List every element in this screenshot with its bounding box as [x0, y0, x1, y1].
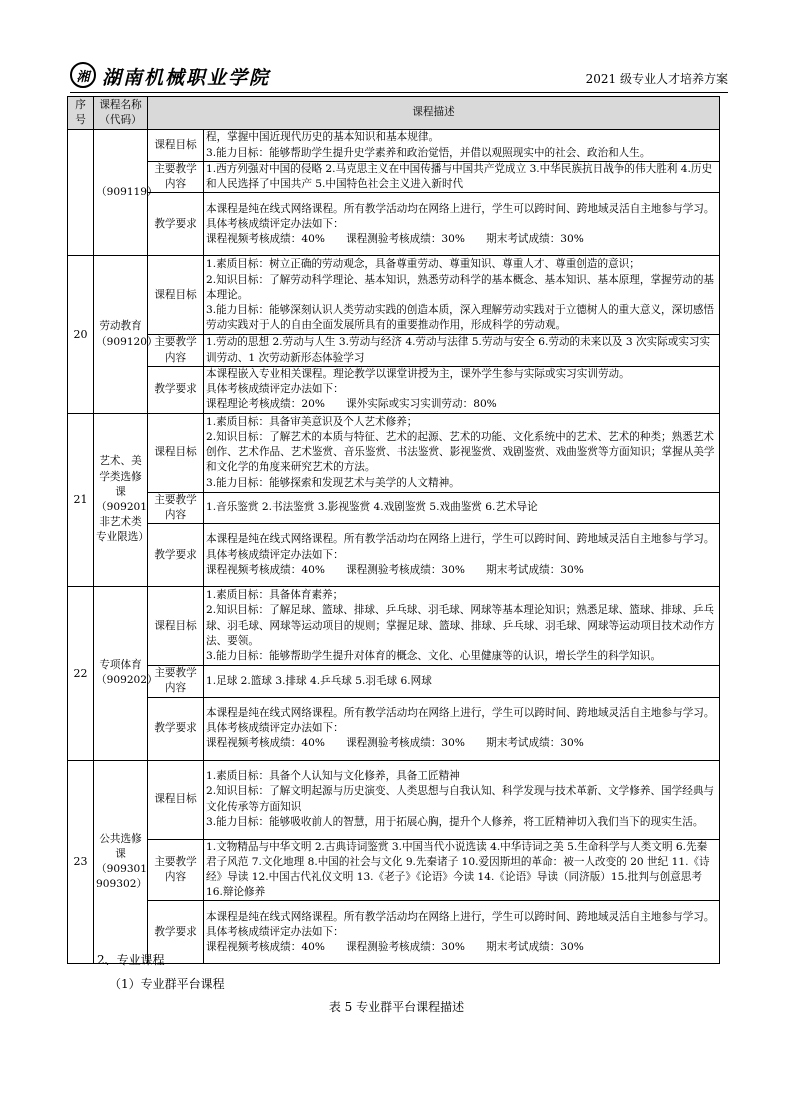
- course-goal-text: [204, 587, 720, 666]
- course-row-content: [68, 492, 720, 523]
- row-label-goal: 课程目标: [148, 413, 204, 492]
- row-label-req: 教学要求: [148, 366, 204, 413]
- course-name: （909119）: [94, 130, 148, 256]
- course-row-goal: [68, 130, 720, 162]
- desc-paragraph: 本课程是纯在线式网络课程。所有教学活动均在网络上进行，学生可以跨时间、跨地域灵活自主地参与学习。: [206, 202, 715, 215]
- course-row-goal: [68, 413, 720, 492]
- course-number: 23: [68, 760, 94, 964]
- course-req-text: [204, 901, 720, 964]
- course-row-content: [68, 162, 720, 193]
- desc-paragraph: 1.劳动的思想 2.劳动与人生 3.劳动与经济 4.劳动与法律 5.劳动与安全 6.劳动的未来以及 3 次实际或实习实训劳动、1 次劳动新形态体验学习: [206, 336, 711, 364]
- school-name: 湖南机械职业学院: [102, 67, 271, 89]
- row-label-content: 主要教学内容: [148, 839, 204, 901]
- table-caption: 表 5 专业群平台课程描述: [328, 1000, 465, 1014]
- course-row-req: [68, 697, 720, 760]
- course-row-req: [68, 366, 720, 413]
- desc-paragraph: 1.西方列强对中国的侵略 2.马克思主义在中国传播与中国共产党成立 3.中华民族抗日战争的伟大胜利 4.历史和人民选择了中国共产 5.中国特色社会主义进入新时代: [206, 163, 713, 191]
- course-goal-text: [204, 760, 720, 839]
- section-subheading: （1）专业群平台课程: [109, 977, 225, 991]
- desc-paragraph: 1.素质目标：树立正确的劳动观念，具备尊重劳动、尊重知识、尊重人才、尊重创造的意识；: [206, 258, 640, 271]
- course-table-body: [68, 130, 720, 964]
- desc-paragraph: 1.音乐鉴赏 2.书法鉴赏 3.影视鉴赏 4.戏剧鉴赏 5.戏曲鉴赏 6.艺术导论: [206, 501, 538, 514]
- course-content-text: [204, 335, 720, 366]
- course-row-goal: [68, 587, 720, 666]
- course-row-req: [68, 901, 720, 964]
- desc-paragraph: 1.素质目标：具备审美意识及个人艺术修养；: [206, 415, 418, 428]
- desc-paragraph: 具体考核成绩评定办法如下：: [206, 722, 344, 735]
- course-row-goal: [68, 256, 720, 335]
- desc-paragraph: 3.能力目标：能够吸收前人的智慧，用于拓展心胸，提升个人修养，将工匠精神切入我们当下的现实生活。: [206, 815, 704, 828]
- header-rule: [70, 92, 728, 93]
- course-req-text: [204, 366, 720, 413]
- course-number: 22: [68, 587, 94, 760]
- school-logo-text: 湘: [76, 69, 90, 85]
- course-content-text: [204, 839, 720, 901]
- course-name: 专项体育（909202）: [94, 587, 148, 760]
- desc-paragraph: 1.文物精品与中华文明 2.古典诗词鉴赏 3.中国当代小说选读 4.中华诗词之美 5.生命科学与人类文明 6.先秦君子风范 7.文化地理 8.中国的社会与文化 9.先秦诸子 10.爱因斯坦的革命：被一人改变的 20 世纪 11.《诗经》导读 12.中国古代礼仪文明 13.《老子》《论语》今读 14.《论语》导读（同济版）15.批判与创意思考 16.辩论修养: [206, 840, 710, 899]
- desc-paragraph: 本课程是纯在线式网络课程。所有教学活动均在网络上进行，学生可以跨时间、跨地域灵活自主地参与学习。: [206, 706, 715, 719]
- desc-paragraph: 课程理论考核成绩：20% 课外实际或实习实训劳动：80%: [206, 398, 497, 411]
- desc-paragraph: 课程视频考核成绩：40% 课程测验考核成绩：30% 期末考试成绩：30%: [206, 737, 584, 750]
- desc-paragraph: 本课程嵌入专业相关课程。理论教学以课堂讲授为主，课外学生参与实际或实习实训劳动。: [206, 368, 630, 380]
- course-goal-text: [204, 413, 720, 492]
- course-name: 劳动教育（909120）: [94, 256, 148, 413]
- course-content-text: [204, 666, 720, 697]
- course-row-goal: [68, 760, 720, 839]
- desc-paragraph: 具体考核成绩评定办法如下：: [206, 548, 344, 561]
- row-label-req: 教学要求: [148, 524, 204, 587]
- course-content-text: [204, 492, 720, 523]
- desc-paragraph: 3.能力目标：能够帮助学生提升对体育的概念、文化、心里健康等的认识，增长学生的科学知识。: [206, 650, 662, 663]
- row-label-req: 教学要求: [148, 901, 204, 964]
- desc-paragraph: 课程视频考核成绩：40% 课程测验考核成绩：30% 期末考试成绩：30%: [206, 233, 584, 245]
- course-req-text: [204, 697, 720, 760]
- course-description-table: [67, 96, 720, 964]
- course-number: 20: [68, 256, 94, 413]
- desc-paragraph: 2.知识目标：了解文明起源与历史演变、人类思想与自我认知、科学发现与技术革新、文学修养、国学经典与文化传承等方面知识: [206, 785, 715, 813]
- desc-paragraph: 课程视频考核成绩：40% 课程测验考核成绩：30% 期末考试成绩：30%: [206, 563, 584, 576]
- course-content-text: [204, 162, 720, 193]
- desc-paragraph: 本课程是纯在线式网络课程。所有教学活动均在网络上进行，学生可以跨时间、跨地域灵活自主地参与学习。: [206, 910, 715, 923]
- desc-paragraph: 3.能力目标：能够帮助学生提升史学素养和政治觉悟，并借以观照现实中的社会、政治和人生。: [206, 146, 651, 159]
- row-label-content: 主要教学内容: [148, 162, 204, 193]
- row-label-content: 主要教学内容: [148, 666, 204, 697]
- section-heading: 2、专业课程: [97, 953, 165, 967]
- course-goal-text: [204, 256, 720, 335]
- school-logo: [70, 62, 96, 88]
- course-row-content: [68, 839, 720, 901]
- course-row-req: [68, 524, 720, 587]
- header-desc: 课程描述: [148, 97, 720, 130]
- desc-paragraph: 1.足球 2.篮球 3.排球 4.乒乓球 5.羽毛球 6.网球: [206, 674, 432, 687]
- row-label-content: 主要教学内容: [148, 492, 204, 523]
- row-label-req: 教学要求: [148, 193, 204, 256]
- desc-paragraph: 2.知识目标：了解艺术的本质与特征、艺术的起源、艺术的功能、文化系统中的艺术、艺术的种类；熟悉艺术创作、艺术作品、艺术鉴赏、音乐鉴赏、书法鉴赏、影视鉴赏、戏剧鉴赏、戏曲鉴赏等方面知识；掌握从美学和文化学的角度来研究艺术的方法。: [206, 431, 715, 474]
- course-row-content: [68, 335, 720, 366]
- page-header: [70, 62, 728, 92]
- course-req-text: [204, 193, 720, 256]
- desc-paragraph: 具体考核成绩评定办法如下：: [206, 383, 344, 396]
- row-label-req: 教学要求: [148, 697, 204, 760]
- desc-paragraph: 3.能力目标：能够探索和发现艺术与美学的人文精神。: [206, 476, 460, 489]
- row-label-goal: 课程目标: [148, 760, 204, 839]
- course-number: 21: [68, 413, 94, 586]
- desc-paragraph: 2.知识目标：了解足球、篮球、排球、乒乓球、羽毛球、网球等基本理论知识；熟悉足球、篮球、排球、乒乓球、羽毛球、网球等运动项目的规则；掌握足球、篮球、排球、乒乓球、羽毛球、网球等运动项目技术动作方法、要领。: [206, 604, 715, 647]
- row-label-goal: 课程目标: [148, 130, 204, 162]
- document-title: 2021 级专业人才培养方案: [585, 72, 728, 86]
- course-goal-text: [204, 130, 720, 162]
- course-row-content: [68, 666, 720, 697]
- desc-paragraph: 1.素质目标：具备体育素养；: [206, 589, 344, 602]
- row-label-goal: 课程目标: [148, 587, 204, 666]
- header-name: 课程名称（代码）: [94, 97, 148, 130]
- header-num: 序号: [68, 97, 94, 130]
- desc-paragraph: 具体考核成绩评定办法如下：: [206, 925, 344, 938]
- course-req-text: [204, 524, 720, 587]
- desc-paragraph: 程，掌握中国近现代历史的基本知识和基本规律。: [206, 131, 440, 144]
- desc-paragraph: 1.素质目标：具备个人认知与文化修养，具备工匠精神: [206, 770, 460, 783]
- desc-paragraph: 具体考核成绩评定办法如下：: [206, 217, 344, 230]
- table-header-row: [68, 97, 720, 130]
- course-number: [68, 130, 94, 256]
- row-label-goal: 课程目标: [148, 256, 204, 335]
- course-row-req: [68, 193, 720, 256]
- course-name: 公共选修课（909301 909302）: [94, 760, 148, 964]
- desc-paragraph: 3.能力目标：能够深刻认识人类劳动实践的创造本质，深入理解劳动实践对于立德树人的重大意义，深切感悟劳动实践对于人的自由全面发展所具有的重要推动作用，形成科学的劳动观。: [206, 304, 715, 332]
- course-name: 艺术、美学类选修课（909201 非艺术类专业限选）: [94, 413, 148, 586]
- row-label-content: 主要教学内容: [148, 335, 204, 366]
- desc-paragraph: 2.知识目标：了解劳动科学理论、基本知识，熟悉劳动科学的基本概念、基本知识、基本原理，掌握劳动的基本理论。: [206, 273, 715, 301]
- desc-paragraph: 课程视频考核成绩：40% 课程测验考核成绩：30% 期末考试成绩：30%: [206, 941, 584, 954]
- desc-paragraph: 本课程是纯在线式网络课程。所有教学活动均在网络上进行，学生可以跨时间、跨地域灵活自主地参与学习。: [206, 533, 715, 546]
